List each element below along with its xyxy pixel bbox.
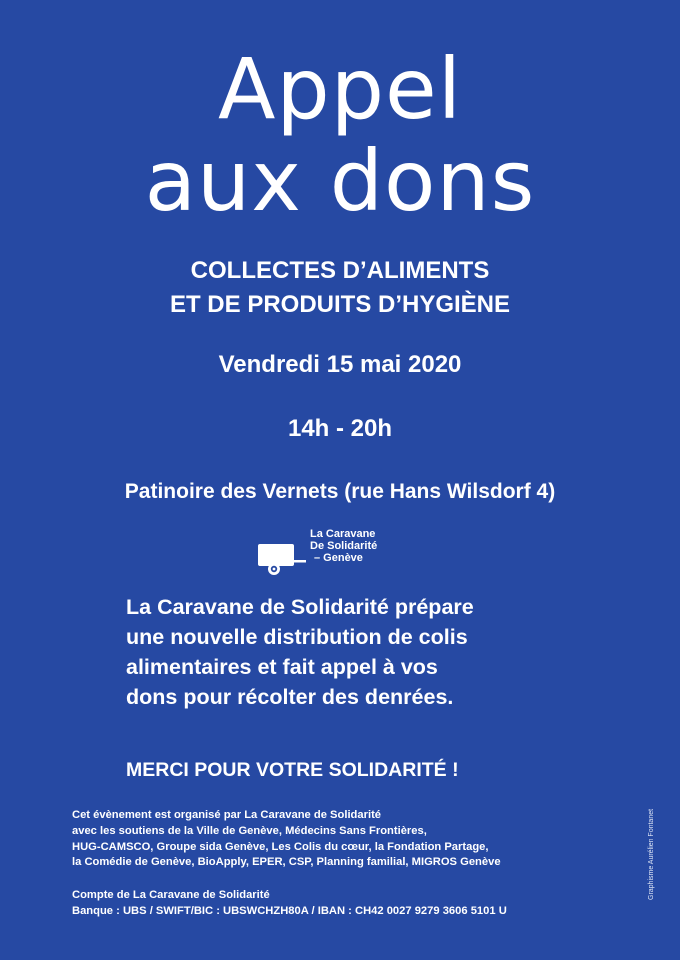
description-paragraph: [126, 592, 586, 712]
bank-line: Banque : UBS / SWIFT/BIC : UBSWCHZH80A / IBAN : CH42 0027 9279 3606 5101 U: [72, 904, 507, 917]
description-line: une nouvelle distribution de colis: [126, 625, 468, 649]
event-time: 14h - 20h: [287, 415, 393, 442]
caravan-icon: [256, 542, 308, 576]
subtitle-line-1: COLLECTES D’ALIMENTS: [190, 257, 490, 284]
event-date: Vendredi 15 mai 2020: [218, 351, 462, 378]
organizers-line: avec les soutiens de la Ville de Genève, Médecins Sans Frontières,: [72, 824, 427, 837]
description-line: dons pour récolter des denrées.: [126, 685, 454, 709]
logo-line-3: – Genève: [314, 552, 363, 564]
logo-line-1: La Caravane: [310, 528, 376, 540]
organizers-block: [72, 808, 501, 871]
description-line: La Caravane de Solidarité prépare: [126, 595, 474, 619]
logo-line-2: De Solidarité: [310, 540, 378, 552]
bank-line: Compte de La Caravane de Solidarité: [72, 889, 270, 901]
organizers-line: Cet évènement est organisé par La Caravane de Solidarité: [72, 809, 382, 821]
title-line-1: Appel: [217, 40, 463, 138]
thanks-heading: MERCI POUR VOTRE SOLIDARITÉ !: [126, 759, 459, 781]
graphic-credit: Graphisme Aurélien Fontanet: [648, 808, 655, 900]
organizers-line: la Comédie de Genève, BioApply, EPER, CSP, Planning familial, MIGROS Genève: [72, 856, 501, 869]
caravane-logo: [256, 528, 426, 580]
title-line-2: aux dons: [144, 132, 536, 230]
bank-block: [72, 888, 507, 920]
subtitle-line-2: ET DE PRODUITS D’HYGIÈNE: [169, 291, 511, 318]
organizers-line: HUG-CAMSCO, Groupe sida Genève, Les Colis du cœur, la Fondation Partage,: [72, 840, 489, 853]
event-place: Patinoire des Vernets (rue Hans Wilsdorf 4): [124, 480, 556, 503]
description-line: alimentaires et fait appel à vos: [126, 655, 438, 679]
